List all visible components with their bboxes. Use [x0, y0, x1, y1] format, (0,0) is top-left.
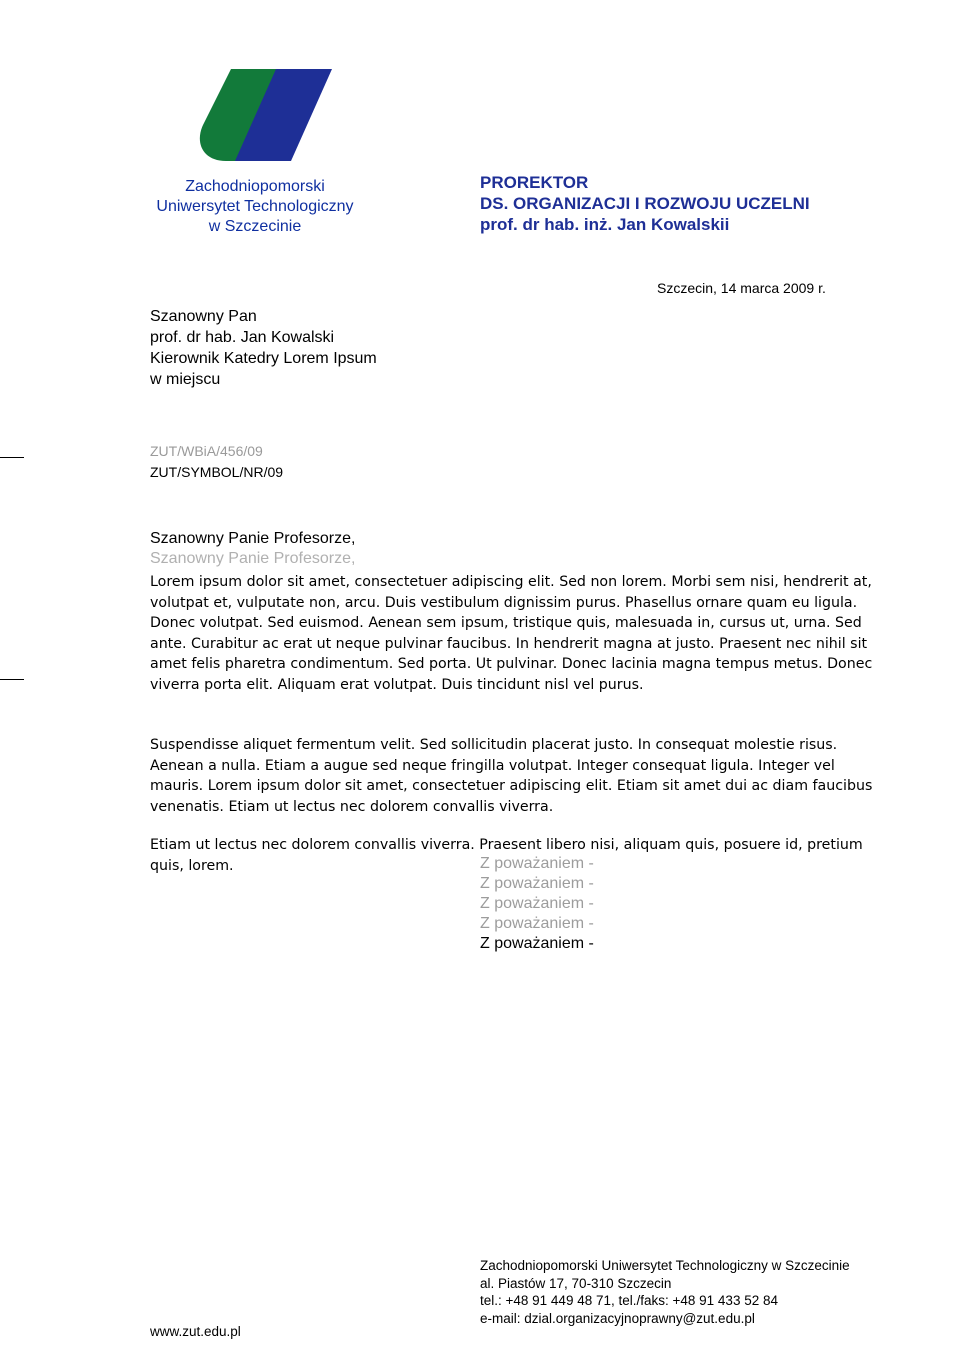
closing-alt: Z poważaniem - [480, 895, 594, 912]
sender-block [480, 172, 810, 235]
footer-website-link[interactable]: www.zut.edu.pl [150, 1324, 241, 1339]
reference-number: ZUT/WBiA/456/09 [150, 443, 263, 459]
fold-mark [0, 679, 24, 680]
salutation: Szanowny Panie Profesorze, [150, 530, 356, 547]
addressee-line: prof. dr hab. Jan Kowalski [150, 329, 335, 346]
footer-phone: tel.: +48 91 449 48 71, tel./faks: +48 91 433 52 84 [480, 1293, 778, 1308]
closing: Z poważaniem - [480, 935, 594, 952]
sender-title: PROREKTOR [480, 173, 589, 192]
salutation-alt: Szanowny Panie Profesorze, [150, 550, 356, 567]
footer-address: al. Piastów 17, 70-310 Szczecin [480, 1275, 672, 1291]
footer-contact [480, 1257, 850, 1327]
body-paragraph: Lorem ipsum dolor sit amet, consectetuer adipiscing elit. Sed non lorem. Morbi sem nisi, hendrerit at, volutpat et, vulputate non, arcu. Duis vestibulum dignissim purus. Phasellus ornare quam eu ligula. Donec volutpat. Sed euismod. Aenean sem ipsum, tristique quis, malesuada in, cursus ut, urna. Sed ante. Curabitur ac erat ut neque pulvinar faucibus. In hendrerit magna at justo. Praesent nec nihil sit amet felis pharetra condimentum. Sed porta. Ut pulvinar. Donec lacinia magna tempus metus. Donec viverra porta elit. Aliquam erat volutpat. Duis tincidunt nisl vel purus. [150, 574, 873, 693]
addressee-line: Kierownik Katedry Lorem Ipsum [150, 350, 377, 367]
university-name [140, 177, 370, 237]
university-name-line: w Szczecinie [208, 218, 302, 235]
university-name-line: Uniwersytet Technologiczny [156, 198, 354, 215]
closing-alt: Z poważaniem - [480, 875, 594, 892]
closing-alt: Z poważaniem - [480, 855, 594, 872]
body-paragraph: Etiam ut lectus nec dolorem convallis viverra. Praesent libero nisi, aliquam quis, posuere id, pretium quis, lorem. [150, 837, 863, 874]
closing-alt: Z poważaniem - [480, 915, 594, 932]
body-paragraph: Suspendisse aliquet fermentum velit. Sed sollicitudin placerat justo. In consequat molestie risus. Aenean a nulla. Etiam a augue sed neque fringilla volutpat. Integer consequat ligula. Integer vel mauris. Lorem ipsum dolor sit amet, consectetuer adipiscing elit. Etiam sit amet dui ac diam faucibus venenatis. Etiam ut lectus nec dolorem convallis viverra. [150, 737, 873, 815]
addressee-line: w miejscu [150, 371, 221, 388]
sender-department: DS. ORGANIZACJI I ROZWOJU UCZELNI [480, 194, 810, 213]
addressee-line: Szanowny Pan [150, 308, 257, 325]
addressee-block [150, 306, 377, 390]
footer-email: e-mail: dzial.organizacyjnoprawny@zut.edu.pl [480, 1310, 755, 1326]
letter-date: Szczecin, 14 marca 2009 r. [657, 280, 826, 296]
sender-name: prof. dr hab. inż. Jan Kowalskii [480, 215, 730, 234]
fold-mark [0, 457, 24, 458]
university-name-line: Zachodniopomorski [185, 178, 325, 195]
reference-symbol: ZUT/SYMBOL/NR/09 [150, 464, 284, 480]
footer-university-name: Zachodniopomorski Uniwersytet Technologiczny w Szczecinie [480, 1258, 850, 1273]
zut-logo-icon [198, 69, 332, 161]
